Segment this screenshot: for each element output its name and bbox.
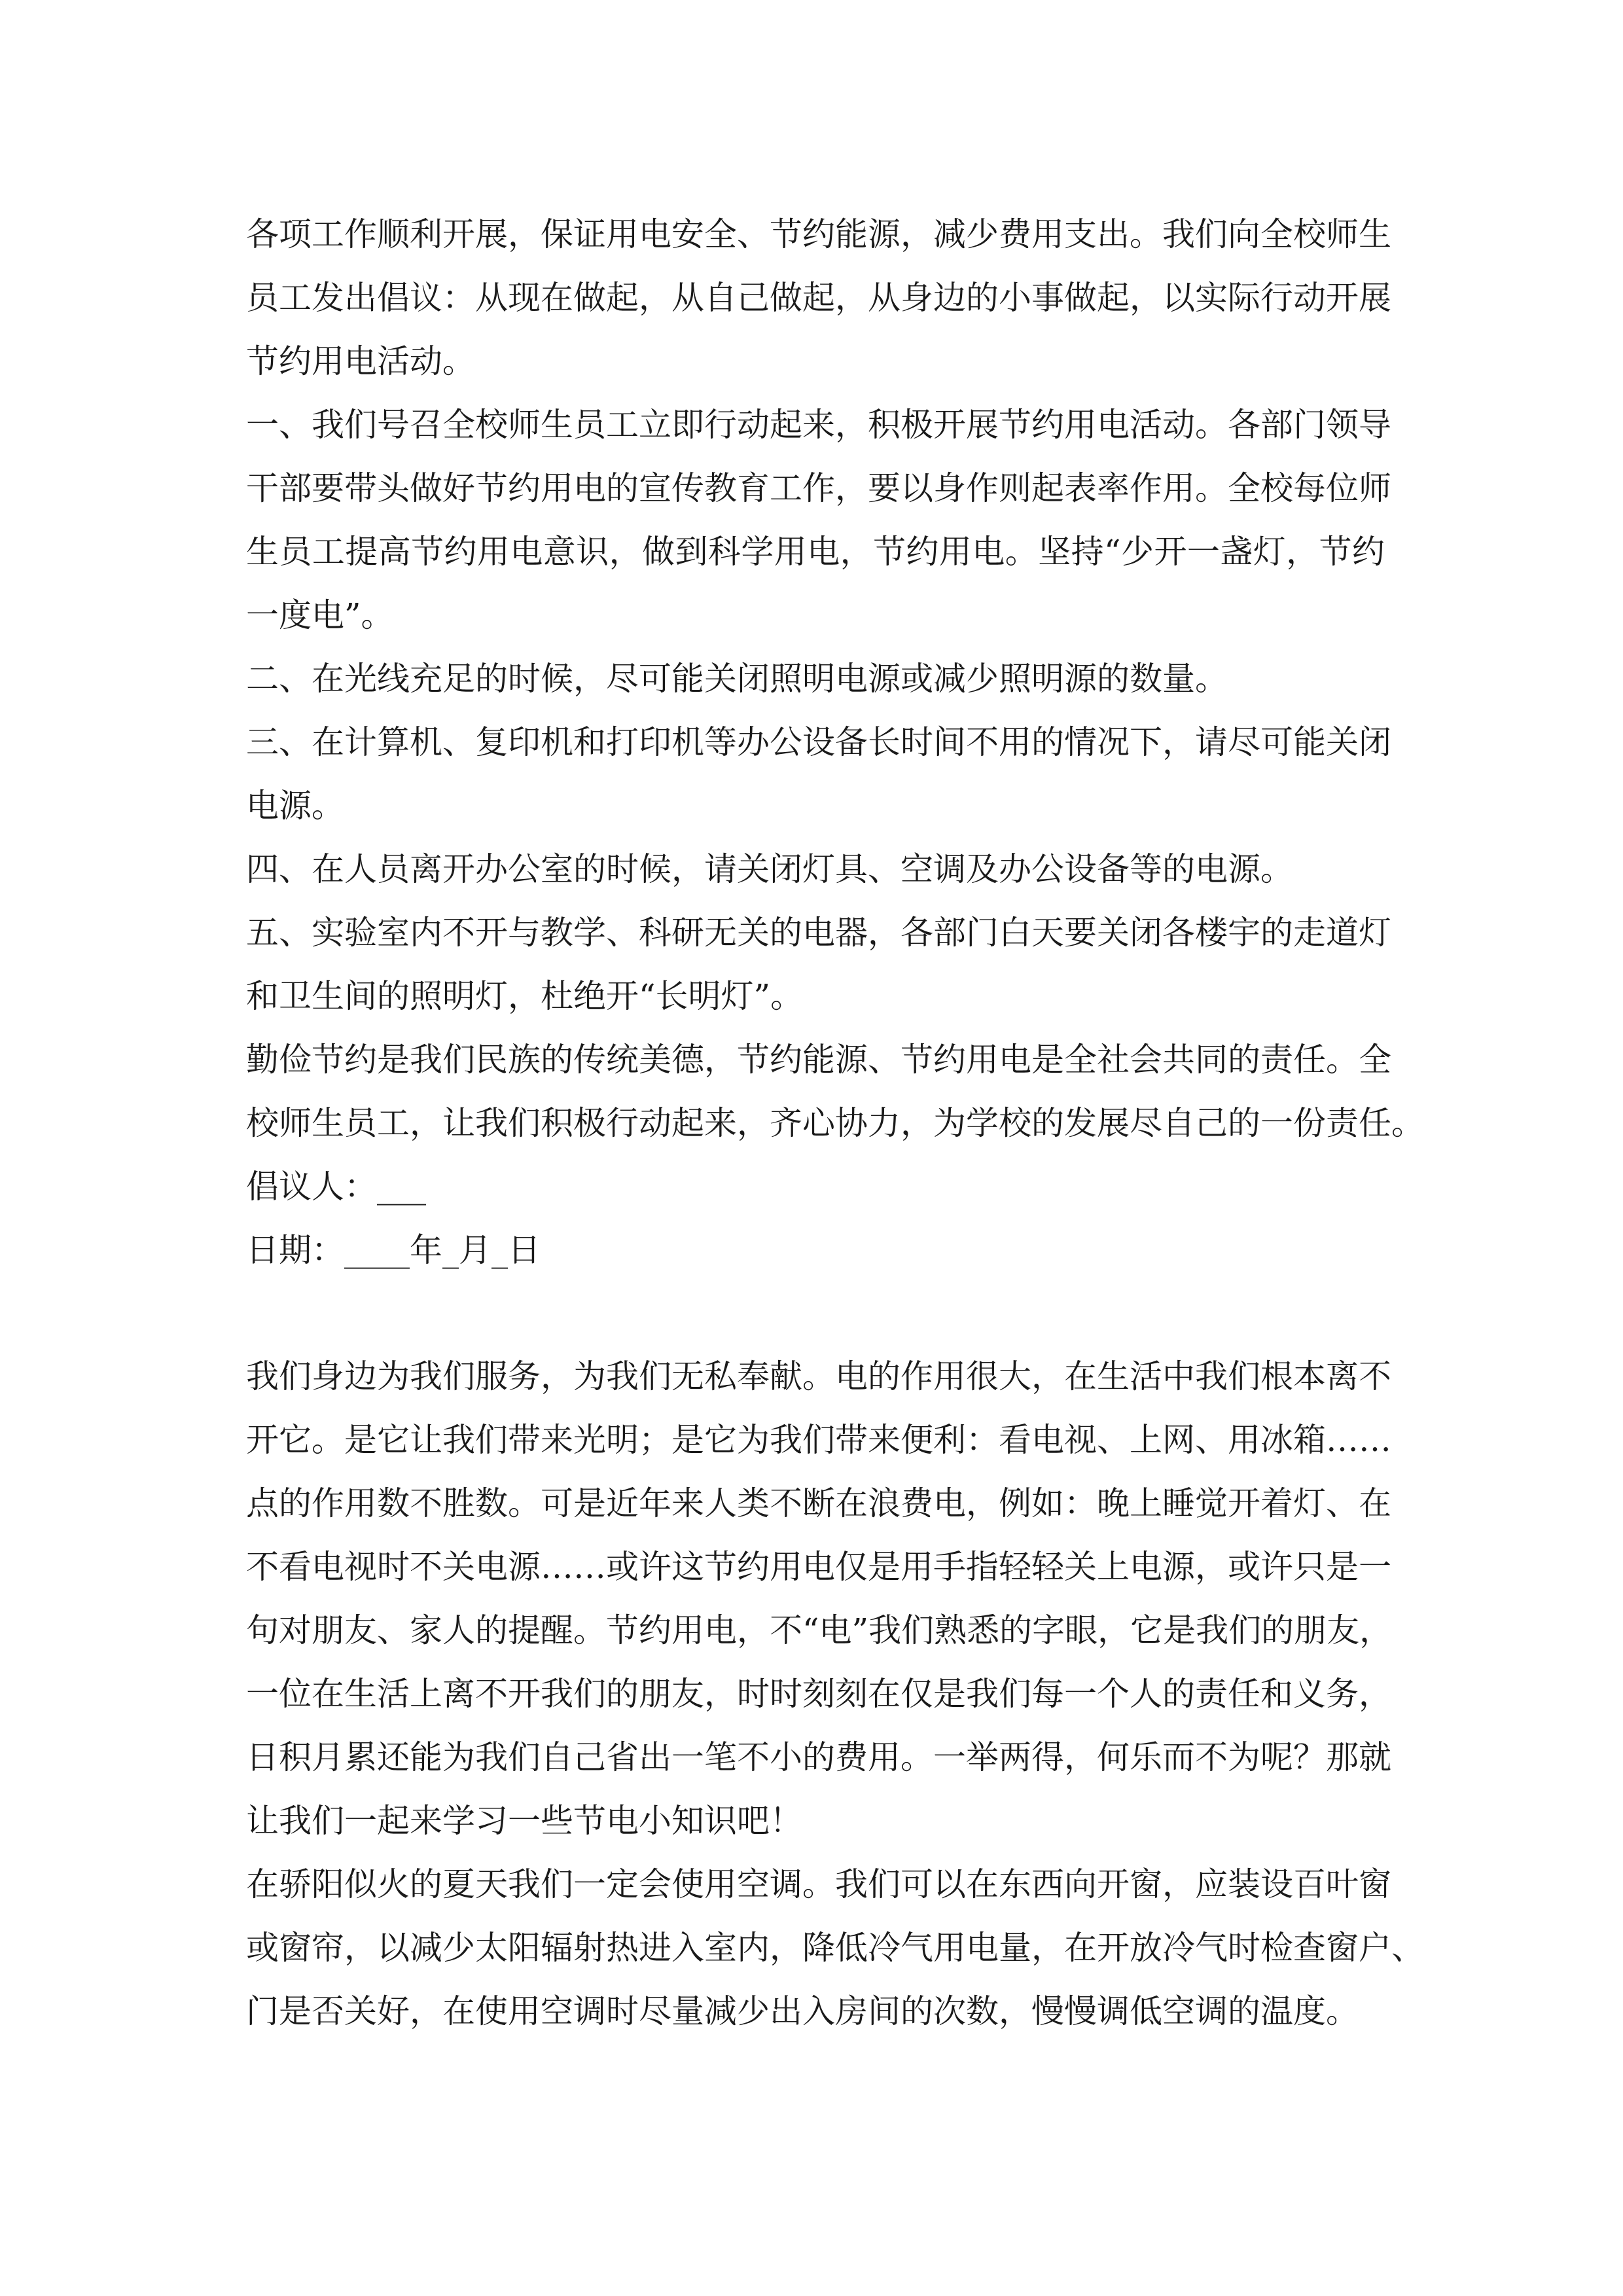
- paragraph-line: 三、在计算机、复印机和打印机等办公设备长时间不用的情况下，请尽可能关闭: [246, 723, 1391, 761]
- paragraph-line: 一位在生活上离不开我们的朋友，时时刻刻在仅是我们每一个人的责任和义务，: [246, 1675, 1391, 1713]
- paragraph-line: 和卫生间的照明灯，杜绝开“长明灯”。: [246, 977, 804, 1015]
- paragraph-line: 我们身边为我们服务，为我们无私奉献。电的作用很大，在生活中我们根本离不: [246, 1357, 1391, 1395]
- paragraph-line: 一度电”。: [246, 596, 394, 634]
- paragraph-line: 生员工提高节约用电意识，做到科学用电，节约用电。坚持“少开一盏灯，节约: [246, 533, 1385, 571]
- paragraph-line: 干部要带头做好节约用电的宣传教育工作，要以身作则起表率作用。全校每位师: [246, 469, 1391, 507]
- electricity-saving-section: [246, 1345, 1424, 2043]
- date-line: 日期：____年_月_日: [246, 1231, 541, 1269]
- paragraph-line: 不看电视时不关电源……或许这节约用电仅是用手指轻轻关上电源，或许只是一: [246, 1548, 1391, 1586]
- paragraph-line: 各项工作顺利开展，保证用电安全、节约能源，减少费用支出。我们向全校师生: [246, 215, 1391, 253]
- paragraph-line: 员工发出倡议：从现在做起，从自己做起，从身边的小事做起，以实际行动开展: [246, 279, 1391, 317]
- paragraph-line: 一、我们号召全校师生员工立即行动起来，积极开展节约用电活动。各部门领导: [246, 406, 1391, 444]
- paragraph-line: 门是否关好，在使用空调时尽量减少出入房间的次数，慢慢调低空调的温度。: [246, 1992, 1359, 2030]
- paragraph-line: 点的作用数不胜数。可是近年来人类不断在浪费电，例如：晚上睡觉开着灯、在: [246, 1484, 1391, 1522]
- paragraph-line: 二、在光线充足的时候，尽可能关闭照明电源或减少照明源的数量。: [246, 660, 1228, 698]
- paragraph-line: 五、实验室内不开与教学、科研无关的电器，各部门白天要关闭各楼宇的走道灯: [246, 914, 1391, 952]
- paragraph-line: 开它。是它让我们带来光明；是它为我们带来便利：看电视、上网、用冰箱……: [246, 1421, 1391, 1459]
- proposal-section: [246, 203, 1424, 1282]
- paragraph-line: 日积月累还能为我们自己省出一笔不小的费用。一举两得，何乐而不为呢？那就: [246, 1738, 1391, 1776]
- paragraph-line: 电源。: [246, 787, 344, 825]
- paragraph-line: 让我们一起来学习一些节电小知识吧！: [246, 1802, 802, 1840]
- paragraph-line: 或窗帘，以减少太阳辐射热进入室内，降低冷气用电量，在开放冷气时检查窗户、: [246, 1929, 1424, 1967]
- paragraph-line: 节约用电活动。: [246, 342, 475, 380]
- paragraph-line: 在骄阳似火的夏天我们一定会使用空调。我们可以在东西向开窗，应装设百叶窗: [246, 1865, 1391, 1903]
- proposer-line: 倡议人：___: [246, 1168, 426, 1206]
- paragraph-line: 校师生员工，让我们积极行动起来，齐心协力，为学校的发展尽自己的一份责任。: [246, 1104, 1424, 1142]
- paragraph-line: 勤俭节约是我们民族的传统美德，节约能源、节约用电是全社会共同的责任。全: [246, 1041, 1391, 1079]
- paragraph-line: 句对朋友、家人的提醒。节约用电，不“电”我们熟悉的字眼，它是我们的朋友，: [246, 1611, 1393, 1649]
- paragraph-line: 四、在人员离开办公室的时候，请关闭灯具、空调及办公设备等的电源。: [246, 850, 1293, 888]
